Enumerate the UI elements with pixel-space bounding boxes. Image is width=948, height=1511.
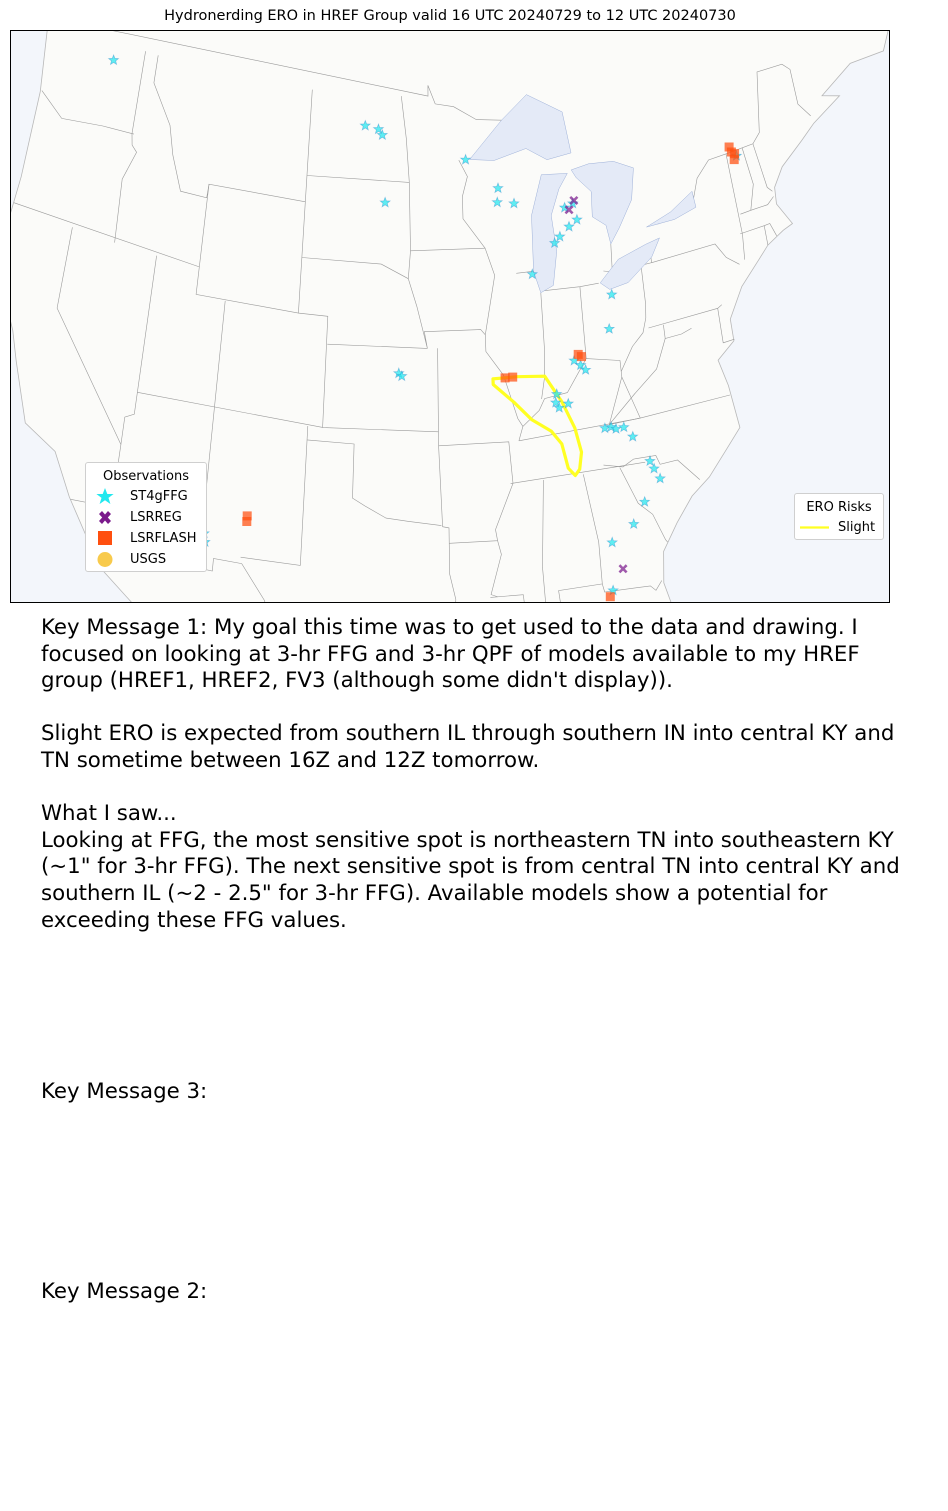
square-icon — [94, 528, 116, 549]
key-message-3: Key Message 3: — [41, 1079, 208, 1104]
key-message-2: Key Message 2: — [41, 1279, 208, 1304]
legend-item-lsrflash — [86, 528, 206, 549]
star-symbol — [96, 488, 113, 504]
ero-legend-title: ERO Risks — [806, 500, 872, 515]
legend-label-usgs: USGS — [130, 552, 167, 567]
line-icon — [799, 517, 831, 538]
legend-item-slight — [795, 517, 883, 538]
legend-item-usgs — [86, 549, 206, 570]
legend-label-lsrreg: LSRREG — [130, 510, 182, 525]
star-icon — [94, 486, 116, 507]
legend-label-slight: Slight — [838, 520, 876, 535]
messages — [41, 615, 946, 934]
x-icon — [94, 507, 116, 528]
map-panel — [10, 30, 890, 603]
legend-label-st4gffg: ST4gFFG — [130, 489, 188, 504]
circle-icon — [94, 549, 116, 570]
legend-item-lsrreg — [86, 507, 206, 528]
x-symbol — [99, 511, 111, 524]
map-title: Hydronerding ERO in HREF Group valid 16 UTC 20240729 to 12 UTC 20240730 — [164, 8, 736, 24]
key-message-1: Key Message 1: My goal this time was to get used to the data and drawing. I focused on looking at 3-hr FFG and 3-hr QPF of models available to my HREF group (HREF1, HREF2, FV3 (although some didn't display)). — [41, 615, 860, 694]
legend-label-lsrflash: LSRFLASH — [130, 531, 197, 546]
observations-legend — [85, 462, 207, 572]
obs-lsrflash-marker — [242, 517, 251, 526]
obs-lsrflash-marker — [730, 155, 739, 164]
ero-legend — [794, 493, 884, 540]
slight-ero-text: Slight ERO is expected from southern IL through southern IN into central KY and TN sometime between 16Z and 12Z tomorrow. — [41, 721, 895, 773]
obs-lsrflash-marker — [577, 352, 586, 361]
obs-lsrflash-marker — [606, 592, 615, 601]
obs-lsrflash-marker — [508, 373, 517, 382]
what-i-saw-text: What I saw... Looking at FFG, the most sensitive spot is northeastern TN into southeastern KY (~1" for 3-hr FFG). The next sensitive spot is from central TN into central KY and southern IL (~2 - 2.5" for 3-hr FFG). Available models show a potential for exceeding these FFG values. — [41, 801, 900, 933]
legend-item-st4gffg — [86, 486, 206, 507]
circle-symbol — [98, 552, 113, 567]
square-symbol — [98, 531, 112, 545]
observations-legend-title: Observations — [103, 469, 189, 484]
